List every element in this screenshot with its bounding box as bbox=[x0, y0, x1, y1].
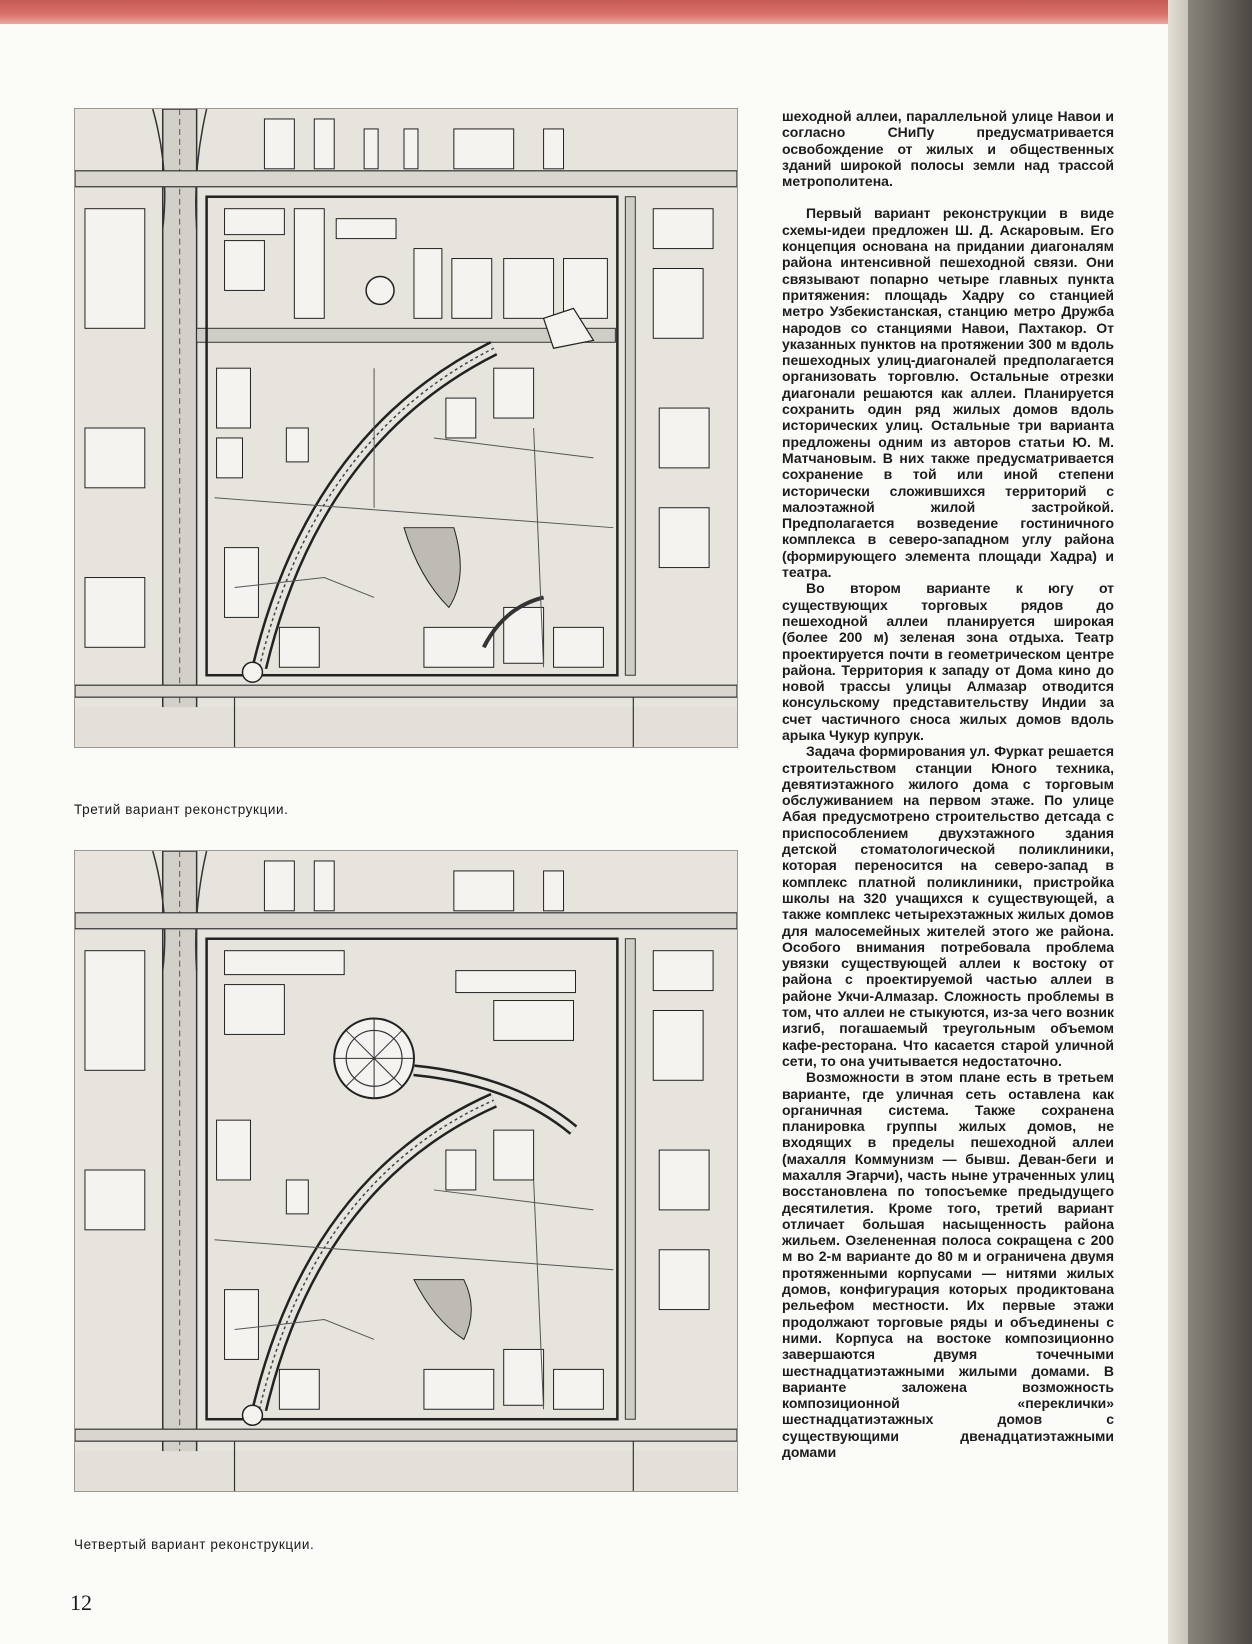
page-edge-shadow bbox=[1188, 0, 1252, 1644]
page-number: 12 bbox=[70, 1590, 92, 1615]
site-plan-drawing-4 bbox=[75, 851, 737, 1491]
plan-fourth-variant bbox=[74, 850, 738, 1492]
figure-caption-third-variant: Третий вариант реконструкции. bbox=[74, 802, 289, 817]
article-paragraph: Задача формирования ул. Фуркат решается строительством станции Юного техника, девятиэтажного жилого дома с торговым обслуживанием на первом этаже. По улице Абая предусмотрено строительство детсада с приспособлением двухэтажного здания детской стоматологической поликлиники, которая переносится на северо-запад в комплекс платной поликлиники, пристройка школы на 320 учащихся к существующей, а также комплекс четырехэтажных жилых домов для малосемейных жителей этого же района. Особого внимания потребовала проблема увязки существующей аллеи к востоку от района с проектируемой частью аллеи в районе Укчи-Алмазар. Сложность проблемы в том, что аллеи не стыкуются, из-за чего возник изгиб, погашаемый треугольным объемом кафе-ресторана. Что касается старой уличной сети, то она учитывается недостаточно. bbox=[782, 743, 1114, 1069]
site-plan-drawing-3 bbox=[75, 109, 737, 747]
article-paragraph: шеходной аллеи, параллельной улице Навои и согласно СНиПу предусматривается освобождение от жилых и общественных зданий широкой полосы земли над трассой метрополитена. bbox=[782, 108, 1114, 190]
top-color-band bbox=[0, 0, 1252, 24]
article-paragraph: Во втором варианте к югу от существующих торговых рядов до пешеходной аллеи планируется широкая (более 200 м) зеленая зона отдыха. Театр проектируется почти в геометрическом центре района. Территория к западу от Дома кино до новой трассы улицы Алмазар отводится консульскому представительству Индии за счет частичного сноса жилых домов вдоль арыка Чукур купрук. bbox=[782, 580, 1114, 743]
article-paragraph: Первый вариант реконструкции в виде схемы-идеи предложен Ш. Д. Аскаровым. Его концепция основана на придании диагоналям района интенсивной пешеходной связи. Они связывают попарно четыре главных пункта притяжения: площадь Хадру со станцией метро Узбекистанская, станцию метро Дружба народов со станциями Навои, Пахтакор. От указанных пунктов на протяжении 300 м вдоль пешеходных улиц-диагоналей предполагается организовать торговлю. Остальные отрезки диагонали решаются как аллеи. Планируется сохранить один ряд жилых домов вдоль исторических улиц. Остальные три варианта предложены одним из авторов статьи Ю. М. Матчановым. В них также предусматривается сохранение в той или иной степени исторически сложившихся территорий с малоэтажной жилой застройкой. Предполагается возведение гостиничного комплекса в северо-западном углу района (формирующего элемента площади Хадра) и театра. bbox=[782, 205, 1114, 581]
article-paragraph: Возможности в этом плане есть в третьем варианте, где уличная сеть оставлена как органичная система. Также сохранена планировка группы жилых домов, не входящих в пределы пешеходной аллеи (махалля Коммунизм — бывш. Деван-беги и махалля Эгарчи), часть ныне утраченных улиц восстановлена по топосъемке предыдущего десятилетия. Кроме того, третий вариант отличает большая насыщенность района жильем. Озелененная полоса сокращена с 200 м во 2-м варианте до 80 м и ограничена двумя протяженными корпусами — нитями жилых домов, конфигурация которых продиктована рельефом местности. Их первые этажи продолжают торговые ряды и объединены с ними. Корпуса на востоке композиционно завершаются двумя точечными шестнадцатиэтажными жилыми домами. В варианте заложена возможность композиционной «переклички» шестнадцатиэтажных домов с существующими двенадцатиэтажными домами bbox=[782, 1069, 1114, 1461]
plan-third-variant bbox=[74, 108, 738, 748]
figure-caption-fourth-variant: Четвертый вариант реконструкции. bbox=[74, 1537, 315, 1552]
article-body bbox=[782, 108, 1114, 1540]
